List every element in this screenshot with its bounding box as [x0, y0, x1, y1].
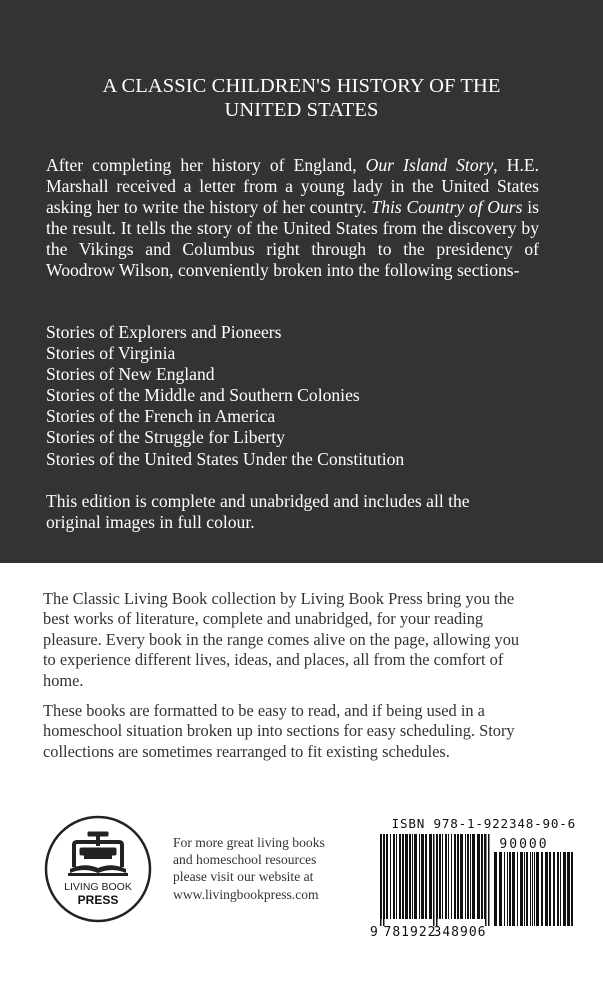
section-item: Stories of the French in America [46, 406, 276, 427]
barcode-bar [541, 852, 543, 926]
intro-line: After completing her history of England, Our Island Story, H.E. [46, 155, 539, 175]
section-item: Stories of the Middle and Southern Colonies [46, 385, 360, 406]
barcode-bar [524, 852, 525, 926]
barcode-bar [472, 834, 475, 919]
headline-line: UNITED STATES [224, 99, 379, 121]
barcode-guard-bar [383, 834, 385, 926]
promo-line: For more great living books [173, 835, 325, 850]
collection-paragraph [43, 589, 563, 691]
barcode-bar [457, 834, 459, 919]
section-item: Stories of New England [46, 364, 215, 385]
barcode-bar [409, 834, 411, 919]
barcode-bar [465, 834, 466, 919]
barcode-bar [563, 852, 566, 926]
barcode-guard-bar [485, 834, 487, 926]
logo-line-2: PRESS [77, 893, 119, 907]
barcode-right-digits: 348906 [433, 925, 487, 940]
barcode-bar [526, 852, 528, 926]
barcode-bar [530, 852, 531, 926]
barcode-bar [393, 834, 395, 919]
barcode-bar [454, 834, 456, 919]
barcode-bar [517, 852, 518, 926]
website-link[interactable]: www.livingbookpress.com [173, 886, 319, 902]
barcode-bar [460, 834, 463, 919]
barcode-bar [549, 852, 551, 926]
intro-paragraph [46, 155, 539, 282]
book-title: Our Island Story [365, 155, 494, 175]
barcode-bar [567, 852, 570, 926]
barcode-bar [412, 834, 413, 919]
barcode-bar [399, 834, 401, 919]
section-item: Stories of Virginia [46, 343, 176, 364]
barcode-bar [390, 834, 391, 919]
barcode-bar [445, 834, 447, 919]
barcode-bar [534, 852, 535, 926]
barcode-bar [470, 834, 471, 919]
section-list [46, 322, 546, 470]
barcode-bar [402, 834, 404, 919]
logo-line-1: LIVING BOOK [64, 881, 132, 893]
promo-line: please visit our website at [173, 869, 314, 885]
barcode-bar [557, 852, 559, 926]
barcode-bar [442, 834, 443, 919]
barcode-bar [448, 834, 449, 919]
barcode-bar [571, 852, 573, 926]
addon-digits: 90000 [499, 837, 549, 852]
formatting-paragraph [43, 701, 563, 762]
barcode-bar [439, 834, 441, 919]
barcode-bar [386, 834, 388, 919]
barcode-bar [499, 852, 502, 926]
section-item: Stories of Explorers and Pioneers [46, 322, 282, 342]
edition-line: original images in full colour. [46, 512, 255, 533]
section-item: Stories of the Struggle for Liberty [46, 427, 285, 448]
promo-line: and homeschool resources [173, 852, 317, 868]
barcode-bar [494, 852, 497, 926]
edition-note [46, 491, 539, 533]
barcode-bar [481, 834, 483, 919]
barcode-bar [553, 852, 555, 926]
text-line: best works of literature, complete and unabridged, for your reading [43, 609, 484, 629]
barcode-bar [520, 852, 523, 926]
headline-line: A CLASSIC CHILDREN'S HISTORY OF THE [102, 75, 501, 97]
headline [40, 74, 563, 122]
website-promo [173, 834, 358, 903]
intro-line: is the result. It tells the story of the United States from the [46, 197, 539, 239]
barcode-bar [451, 834, 452, 919]
barcode-bar [536, 852, 539, 926]
section-item: Stories of the United States Under the Constitution [46, 448, 405, 469]
barcode-guard-bar [380, 834, 382, 926]
edition-line: This edition is complete and unabridged and includes all the [46, 491, 470, 511]
barcode-bar [467, 834, 469, 919]
barcode-left-digits: 781922 [383, 925, 437, 940]
text-line: homeschool situation broken up into sections for easy scheduling. Story [43, 721, 515, 741]
text-line: These books are formatted to be easy to read, and if being used in a [43, 701, 485, 720]
intro-line: following sections- [384, 260, 520, 281]
barcode-bar [504, 852, 505, 926]
book-title: This Country of Ours [371, 197, 523, 218]
barcode-bar [560, 852, 561, 926]
text-line: collections are sometimes rearranged to fit existing schedules. [43, 741, 450, 761]
living-book-press-logo [44, 815, 152, 923]
barcode-bar [532, 852, 533, 926]
barcode-icon [366, 816, 576, 941]
barcode-bar [477, 834, 480, 919]
barcode-bar [507, 852, 508, 926]
isbn-label: ISBN 978-1-922348-90-6 [391, 816, 576, 831]
barcode-bar [405, 834, 408, 919]
barcode-bar [396, 834, 397, 919]
text-line: home. [43, 670, 84, 690]
barcode-bar [545, 852, 548, 926]
text-line: pleasure. Every book in the range comes alive on the page, allowing you [43, 629, 520, 649]
intro-line: presidency of Woodrow Wilson, conveniently broken into the [46, 239, 539, 281]
publisher-section [0, 563, 603, 993]
barcode-bar [425, 834, 427, 919]
text-line: to experience different lives, ideas, and places, all from the comfort of [43, 650, 504, 670]
intro-line: Marshall received a letter from a young lady in the United States [46, 176, 539, 197]
intro-line: discovery by the Vikings and Columbus right through to the [46, 218, 539, 260]
barcode-bar [419, 834, 420, 919]
barcode-bar [414, 834, 417, 919]
text-line: The Classic Living Book collection by Living Book Press bring you the [43, 589, 515, 608]
barcode-bar [429, 834, 432, 919]
barcode-guard-bar [433, 834, 435, 926]
barcode-guard-bar [436, 834, 438, 926]
barcode-bar [512, 852, 515, 926]
intro-line: asking her to write the history of her country. This Country of Ours [46, 197, 523, 218]
barcode-guard-bar [488, 834, 490, 926]
barcode-bar [509, 852, 511, 926]
barcode-bar [421, 834, 424, 919]
barcode-lead-digit: 9 [370, 925, 378, 940]
